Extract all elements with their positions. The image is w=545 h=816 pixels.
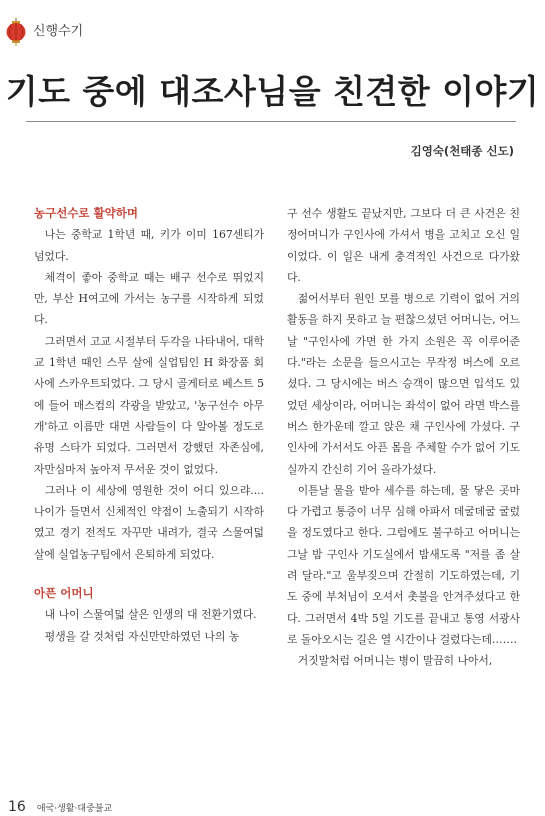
left-column (34, 203, 264, 647)
section-tag: 신행수기 (33, 24, 84, 39)
paragraph: 젊어서부터 원인 모를 병으로 기력이 없어 거의 활동을 하지 못하고 늘 편찮으셨던 어머니는, 어느 날 "구인사에 가면 한 가지 소원은 꼭 이루어준다."라는 소문을 들으시고는 무작정 버스에 오르셨다. 그 당시에는 버스 승객이 많으면 입석도 있었던 세상이라, 어머니는 좌석이 없어 라면 박스를 버스 한가운데 깔고 앉은 채 구인사에 가셨다. 구인사에 가서서도 아픈 몸을 주체할 수가 없어 기도실까지 간신히 기어 올라가셨다. (287, 292, 520, 476)
subheading-basketball: 농구선수로 활약하며 (34, 206, 138, 220)
page-footer (8, 796, 112, 815)
paragraph: 이튿날 물을 받아 세수를 하는데, 물 닿은 곳마다 가렵고 통증이 너무 심해 아파서 데굴데굴 굴렀을 정도였다고 한다. 그럼에도 불구하고 어머니는 그날 밤 구인사 기도실에서 밤새도록 "저를 좀 살려 달라."고 울부짖으며 간절히 기도하였는데, 기도 중에 부처님이 오셔서 촛불을 안겨주셨다고 한다. 그러면서 4박 5일 기도를 끝내고 통영 서광사로 돌아오시는 길은 열 시간이나 걸렸다는데……. (287, 483, 520, 646)
paragraph: 거짓말처럼 어머니는 병이 말끔히 나아서, (297, 654, 493, 668)
subheading-sick-mother: 아픈 어머니 (34, 586, 94, 601)
paragraph: 그러면서 고교 시절부터 두각을 나타내어, 대학교 1학년 때인 스무 살에 실업팀인 H 화장품 회사에 스카우트되었다. 그 당시 골게터로 베스트 5에 들어 매스컴의 각광을 받았고, '농구선수 아무개'하고 이름만 대면 사람들이 다 알아볼 정도로 유명 스타가 되었다. 그러면서 강했던 자존심에, 자만심마저 높아져 무서운 것이 없었다. (34, 334, 264, 476)
lantern-icon (5, 18, 27, 46)
title-divider (26, 121, 516, 122)
right-column (287, 203, 520, 672)
publication-name: 애국·생활·대중불교 (36, 804, 113, 814)
paragraph: 나는 중학교 1학년 때, 키가 이미 167센티가 넘었다. (34, 228, 264, 263)
paragraph-continued: 구 선수 생활도 끝났지만, 그보다 더 큰 사건은 친정어머니가 구인사에 가셔서 병을 고치고 오신 일이었다. 이 일은 내게 충격적인 사건으로 다가왔다. (287, 207, 520, 284)
paragraph: 평생을 갈 것처럼 자신만만하였던 나의 농 (44, 629, 240, 643)
page-number: 16 (8, 799, 26, 815)
author-byline: 김영숙(천태종 신도) (410, 144, 514, 158)
paragraph: 그러나 이 세상에 영원한 것이 어디 있으랴.... 나이가 들면서 신체적인 약점이 노출되기 시작하였고 경기 전적도 자꾸만 내려가, 결국 스물여덟 살에 실업농구팀에서 은퇴하게 되었다. (34, 483, 264, 561)
paragraph: 체격이 좋아 중학교 때는 배구 선수로 뛰었지만, 부산 H여고에 가서는 농구를 시작하게 되었다. (34, 270, 264, 327)
paragraph: 내 나이 스물여덟 살은 인생의 대 전환기였다. (44, 608, 257, 622)
article-title: 기도 중에 대조사님을 친견한 이야기 (5, 72, 540, 111)
